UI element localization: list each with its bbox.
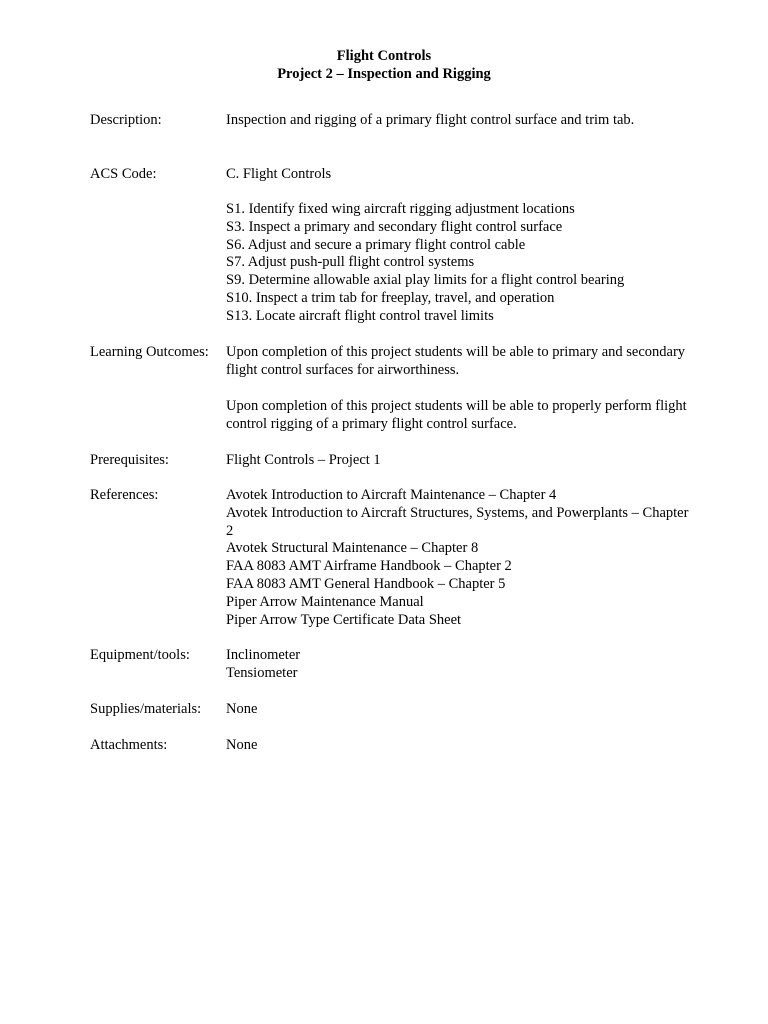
- acs-skill-item: S6. Adjust and secure a primary flight control cable: [226, 236, 526, 253]
- equipment-tools-label: Equipment/tools:: [90, 647, 190, 663]
- attachments-value: None: [226, 737, 258, 753]
- description-row: [90, 112, 690, 130]
- references-list: [226, 487, 690, 629]
- acs-skill-item: S1. Identify fixed wing aircraft rigging adjustment locations: [226, 201, 575, 217]
- description-value: Inspection and rigging of a primary flight control surface and trim tab.: [226, 112, 635, 128]
- reference-item: FAA 8083 AMT Airframe Handbook – Chapter 2: [226, 558, 512, 575]
- learning-outcomes-paragraph-1: Upon completion of this project students will be able to primary and secondary flight control surfaces for airworthiness.: [226, 344, 686, 378]
- reference-item: Piper Arrow Type Certificate Data Sheet: [226, 611, 462, 628]
- document-subtitle: Project 2 – Inspection and Rigging: [277, 66, 491, 82]
- acs-skill-item: S10. Inspect a trim tab for freeplay, travel, and operation: [226, 289, 555, 306]
- reference-item: Avotek Structural Maintenance – Chapter 8: [226, 540, 479, 557]
- attachments-label: Attachments:: [90, 737, 168, 753]
- reference-item: Avotek Introduction to Aircraft Structures, Systems, and Powerplants – Chapter 2: [226, 504, 689, 539]
- prerequisites-row: [90, 452, 690, 470]
- prerequisites-value: Flight Controls – Project 1: [226, 452, 381, 468]
- learning-outcomes-row: [90, 344, 690, 380]
- acs-skill-item: S9. Determine allowable axial play limits for a flight control bearing: [226, 272, 625, 289]
- reference-item: Piper Arrow Maintenance Manual: [226, 593, 424, 610]
- learning-outcomes-label: Learning Outcomes:: [90, 344, 209, 360]
- references-row: [90, 487, 690, 629]
- description-label: Description:: [90, 112, 162, 128]
- equipment-tools-row: [90, 647, 690, 683]
- equipment-tools-list: [226, 647, 690, 683]
- supplies-materials-label: Supplies/materials:: [90, 701, 202, 717]
- learning-outcomes-paragraph-2: Upon completion of this project students will be able to properly perform flight control rigging of a primary flight control surface.: [226, 398, 687, 432]
- reference-item: FAA 8083 AMT General Handbook – Chapter 5: [226, 575, 506, 592]
- document-title: Flight Controls: [336, 48, 432, 64]
- acs-code-area: C. Flight Controls: [226, 166, 332, 182]
- supplies-materials-value: None: [226, 701, 258, 717]
- acs-skills-row: [90, 201, 690, 326]
- equipment-item: Tensiometer: [226, 664, 298, 681]
- reference-item: Avotek Introduction to Aircraft Maintenance – Chapter 4: [226, 487, 557, 503]
- acs-code-label: ACS Code:: [90, 166, 157, 182]
- supplies-materials-row: [90, 701, 690, 719]
- acs-code-row: [90, 166, 690, 184]
- acs-skill-item: S7. Adjust push-pull flight control systems: [226, 254, 475, 271]
- title-block: [0, 47, 768, 83]
- acs-skills-list: [226, 201, 690, 326]
- acs-skill-item: S3. Inspect a primary and secondary flight control surface: [226, 218, 563, 235]
- acs-skill-item: S13. Locate aircraft flight control travel limits: [226, 307, 494, 324]
- attachments-row: [90, 737, 690, 755]
- prerequisites-label: Prerequisites:: [90, 452, 169, 468]
- references-label: References:: [90, 487, 159, 503]
- learning-outcomes-row-2: [90, 398, 690, 434]
- acs-code-value: [226, 166, 690, 184]
- equipment-item: Inclinometer: [226, 647, 301, 663]
